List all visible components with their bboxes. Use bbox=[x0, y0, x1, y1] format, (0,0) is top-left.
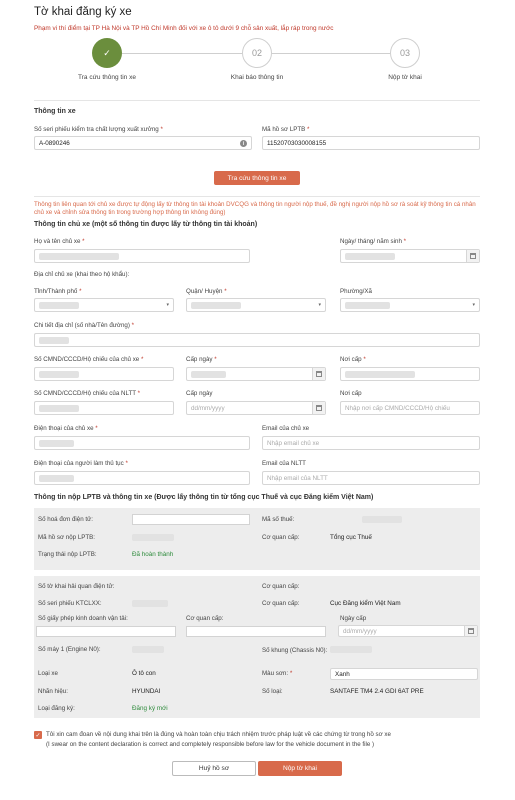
page-title: Tờ khai đăng ký xe bbox=[34, 6, 132, 18]
owner-id-label: Số CMND/CCCD/Hộ chiếu của chủ xe * bbox=[34, 356, 144, 363]
license-date-label: Ngày cấp bbox=[340, 615, 367, 622]
chevron-down-icon: ▾ bbox=[472, 302, 475, 308]
rep-email-label: Email của NLTT bbox=[262, 460, 306, 467]
license-date-input[interactable]: dd/mm/yyyy bbox=[338, 625, 478, 637]
customs-agency-label: Cơ quan cấp: bbox=[262, 583, 300, 590]
owner-email-input[interactable]: Nhập email chủ xe bbox=[262, 436, 480, 450]
vehicle-type-value: Ô tô con bbox=[132, 670, 156, 677]
info-icon[interactable]: i bbox=[240, 140, 247, 147]
ward-select[interactable] bbox=[340, 298, 480, 312]
model-value: SANTAFE TM4 2.4 GDI 6AT PRE bbox=[330, 688, 424, 695]
brand-label: Nhãn hiệu: bbox=[38, 688, 68, 695]
owner-notice: Thông tin liên quan tới chủ xe được tự động lấy từ thông tin tài khoản DVCQG và thông tin người nộp thuế, đề nghị người nộp hồ sơ rà soát kỹ thông tin cá nhân chủ xe và chỉnh sửa thông tin trong trường hợp thông tin không đúng) bbox=[34, 201, 476, 217]
calendar-icon[interactable] bbox=[464, 626, 477, 636]
status-value: Đã hoàn thành bbox=[132, 551, 174, 558]
reg-type-value: Đăng ký mới bbox=[132, 705, 168, 712]
commitment-text-vi: Tôi xin cam đoan về nội dung khai trên là đúng và hoàn toàn chịu trách nhiệm trước pháp luật về các chứng từ trong hồ sơ xe bbox=[46, 731, 391, 738]
address-detail-input[interactable] bbox=[34, 333, 480, 347]
rep-issue-date-label: Cấp ngày bbox=[186, 390, 213, 397]
rep-issue-place-input[interactable]: Nhập nơi cấp CMND/CCCD/Hộ chiếu bbox=[340, 401, 480, 415]
taxcode-label: Mã số thuế: bbox=[262, 516, 295, 523]
rep-issue-place-label: Nơi cấp bbox=[340, 390, 362, 397]
submit-button[interactable]: Nộp tờ khai bbox=[258, 761, 342, 776]
tax-agency-label: Cơ quan cấp: bbox=[262, 534, 300, 541]
issue-place-label: Nơi cấp * bbox=[340, 356, 366, 363]
ktclxx-value bbox=[132, 600, 168, 609]
dob-label: Ngày/ tháng/ năm sinh * bbox=[340, 238, 407, 245]
owner-phone-label: Điện thoại của chủ xe * bbox=[34, 425, 98, 432]
engine-value bbox=[132, 646, 164, 655]
license-agency-label: Cơ quan cấp: bbox=[186, 615, 224, 622]
status-label: Trạng thái nộp LPTB: bbox=[38, 551, 97, 558]
color-label: Màu sơn: * bbox=[262, 670, 293, 677]
tax-panel bbox=[34, 508, 480, 570]
tax-agency-value: Tổng cục Thuế bbox=[330, 534, 372, 541]
ktclxx-label: Số seri phiếu KTCLXX: bbox=[38, 600, 102, 607]
step-2-label: Khai báo thông tin bbox=[230, 74, 284, 81]
vehicle-section-title: Thông tin xe bbox=[34, 108, 76, 115]
step-1-check-icon: ✓ bbox=[92, 38, 122, 68]
einvoice-input[interactable] bbox=[132, 514, 250, 525]
province-select[interactable] bbox=[34, 298, 174, 312]
divider bbox=[34, 196, 480, 197]
page-subtitle: Phạm vi thí điểm tại TP Hà Nội và TP Hồ Chí Minh đối với xe ô tô dưới 9 chỗ sản xuất, lắp ráp trong nước bbox=[34, 25, 334, 32]
color-input[interactable]: Xanh bbox=[330, 668, 478, 680]
lookup-vehicle-button[interactable]: Tra cứu thông tin xe bbox=[214, 171, 300, 185]
address-detail-label: Chi tiết địa chỉ (số nhà/Tên đường) * bbox=[34, 322, 135, 329]
chevron-down-icon: ▾ bbox=[166, 302, 169, 308]
ward-label: Phường/Xã bbox=[340, 288, 372, 295]
rep-phone-input[interactable] bbox=[34, 471, 250, 485]
file-code-label: Mã hồ sơ nộp LPTB: bbox=[38, 534, 96, 541]
license-input[interactable] bbox=[36, 626, 176, 637]
license-label: Số giấy phép kinh doanh vận tải: bbox=[38, 615, 128, 622]
taxcode-value bbox=[362, 516, 402, 525]
calendar-icon[interactable] bbox=[466, 250, 479, 262]
rep-id-input[interactable] bbox=[34, 401, 174, 415]
chevron-down-icon: ▾ bbox=[318, 302, 321, 308]
lptb-input[interactable]: 11520703030008155 bbox=[262, 136, 480, 150]
tax-section-title: Thông tin nộp LPTB và thông tin xe (Được lấy thông tin từ tổng cục Thuế và cục Đăng kiểm Việt Nam) bbox=[34, 494, 374, 501]
owner-phone-input[interactable] bbox=[34, 436, 250, 450]
step-connector bbox=[122, 53, 242, 54]
owner-name-input[interactable] bbox=[34, 249, 250, 263]
lptb-label: Mã hồ sơ LPTB * bbox=[262, 126, 310, 133]
engine-label: Số máy 1 (Engine N0): bbox=[38, 646, 101, 653]
rep-id-label: Số CMND/CCCD/Hộ chiếu của NLTT * bbox=[34, 390, 141, 397]
province-label: Tỉnh/Thành phố * bbox=[34, 288, 82, 295]
license-agency-input[interactable] bbox=[186, 626, 326, 637]
divider bbox=[34, 100, 480, 101]
owner-email-label: Email của chủ xe bbox=[262, 425, 310, 432]
dob-input[interactable] bbox=[340, 249, 480, 263]
commitment-text-en: (I swear on the content declaration is correct and completely responsible before law for the vehicle document in the file ) bbox=[46, 741, 375, 748]
chassis-label: Số khung (Chassis N0): bbox=[262, 647, 328, 654]
rep-issue-date-input[interactable]: dd/mm/yyyy bbox=[186, 401, 326, 415]
address-label: Địa chỉ chủ xe (khai theo hộ khẩu): bbox=[34, 271, 130, 278]
district-select[interactable] bbox=[186, 298, 326, 312]
owner-section-title: Thông tin chủ xe (một số thông tin được lấy từ thông tin tài khoản) bbox=[34, 221, 258, 228]
chassis-value bbox=[330, 646, 372, 655]
customs-label: Số tờ khai hải quan điện tử: bbox=[38, 583, 115, 590]
step-2-circle: 02 bbox=[242, 38, 272, 68]
owner-id-input[interactable] bbox=[34, 367, 174, 381]
model-label: Số loại: bbox=[262, 688, 283, 695]
reg-type-label: Loại đăng ký: bbox=[38, 705, 75, 712]
commitment-checkbox[interactable]: ✓ bbox=[35, 732, 41, 739]
calendar-icon[interactable] bbox=[312, 368, 325, 380]
einvoice-label: Số hoá đơn điện tử: bbox=[38, 516, 93, 523]
issue-date-label: Cấp ngày * bbox=[186, 356, 217, 363]
owner-name-label: Họ và tên chủ xe * bbox=[34, 238, 85, 245]
seri-label: Số seri phiếu kiểm tra chất lượng xuất xưởng * bbox=[34, 126, 163, 133]
calendar-icon[interactable] bbox=[312, 402, 325, 414]
step-3-label: Nộp tờ khai bbox=[388, 74, 422, 81]
district-label: Quận/ Huyện * bbox=[186, 288, 227, 295]
step-connector bbox=[272, 53, 390, 54]
file-code-value bbox=[132, 534, 174, 543]
issue-place-input[interactable] bbox=[340, 367, 480, 381]
ktclxx-agency-label: Cơ quan cấp: bbox=[262, 600, 300, 607]
ktclxx-agency-value: Cục Đăng kiểm Việt Nam bbox=[330, 600, 401, 607]
cancel-button[interactable]: Huỷ hồ sơ bbox=[172, 761, 256, 776]
step-1-label: Tra cứu thông tin xe bbox=[78, 74, 136, 81]
seri-input[interactable]: A-0890246 i bbox=[34, 136, 252, 150]
issue-date-input[interactable] bbox=[186, 367, 326, 381]
rep-phone-label: Điện thoại của người làm thủ tục * bbox=[34, 460, 128, 467]
brand-value: HYUNDAI bbox=[132, 688, 161, 695]
rep-email-input[interactable]: Nhập email của NLTT bbox=[262, 471, 480, 485]
vehicle-type-label: Loại xe bbox=[38, 670, 58, 677]
step-3-circle: 03 bbox=[390, 38, 420, 68]
